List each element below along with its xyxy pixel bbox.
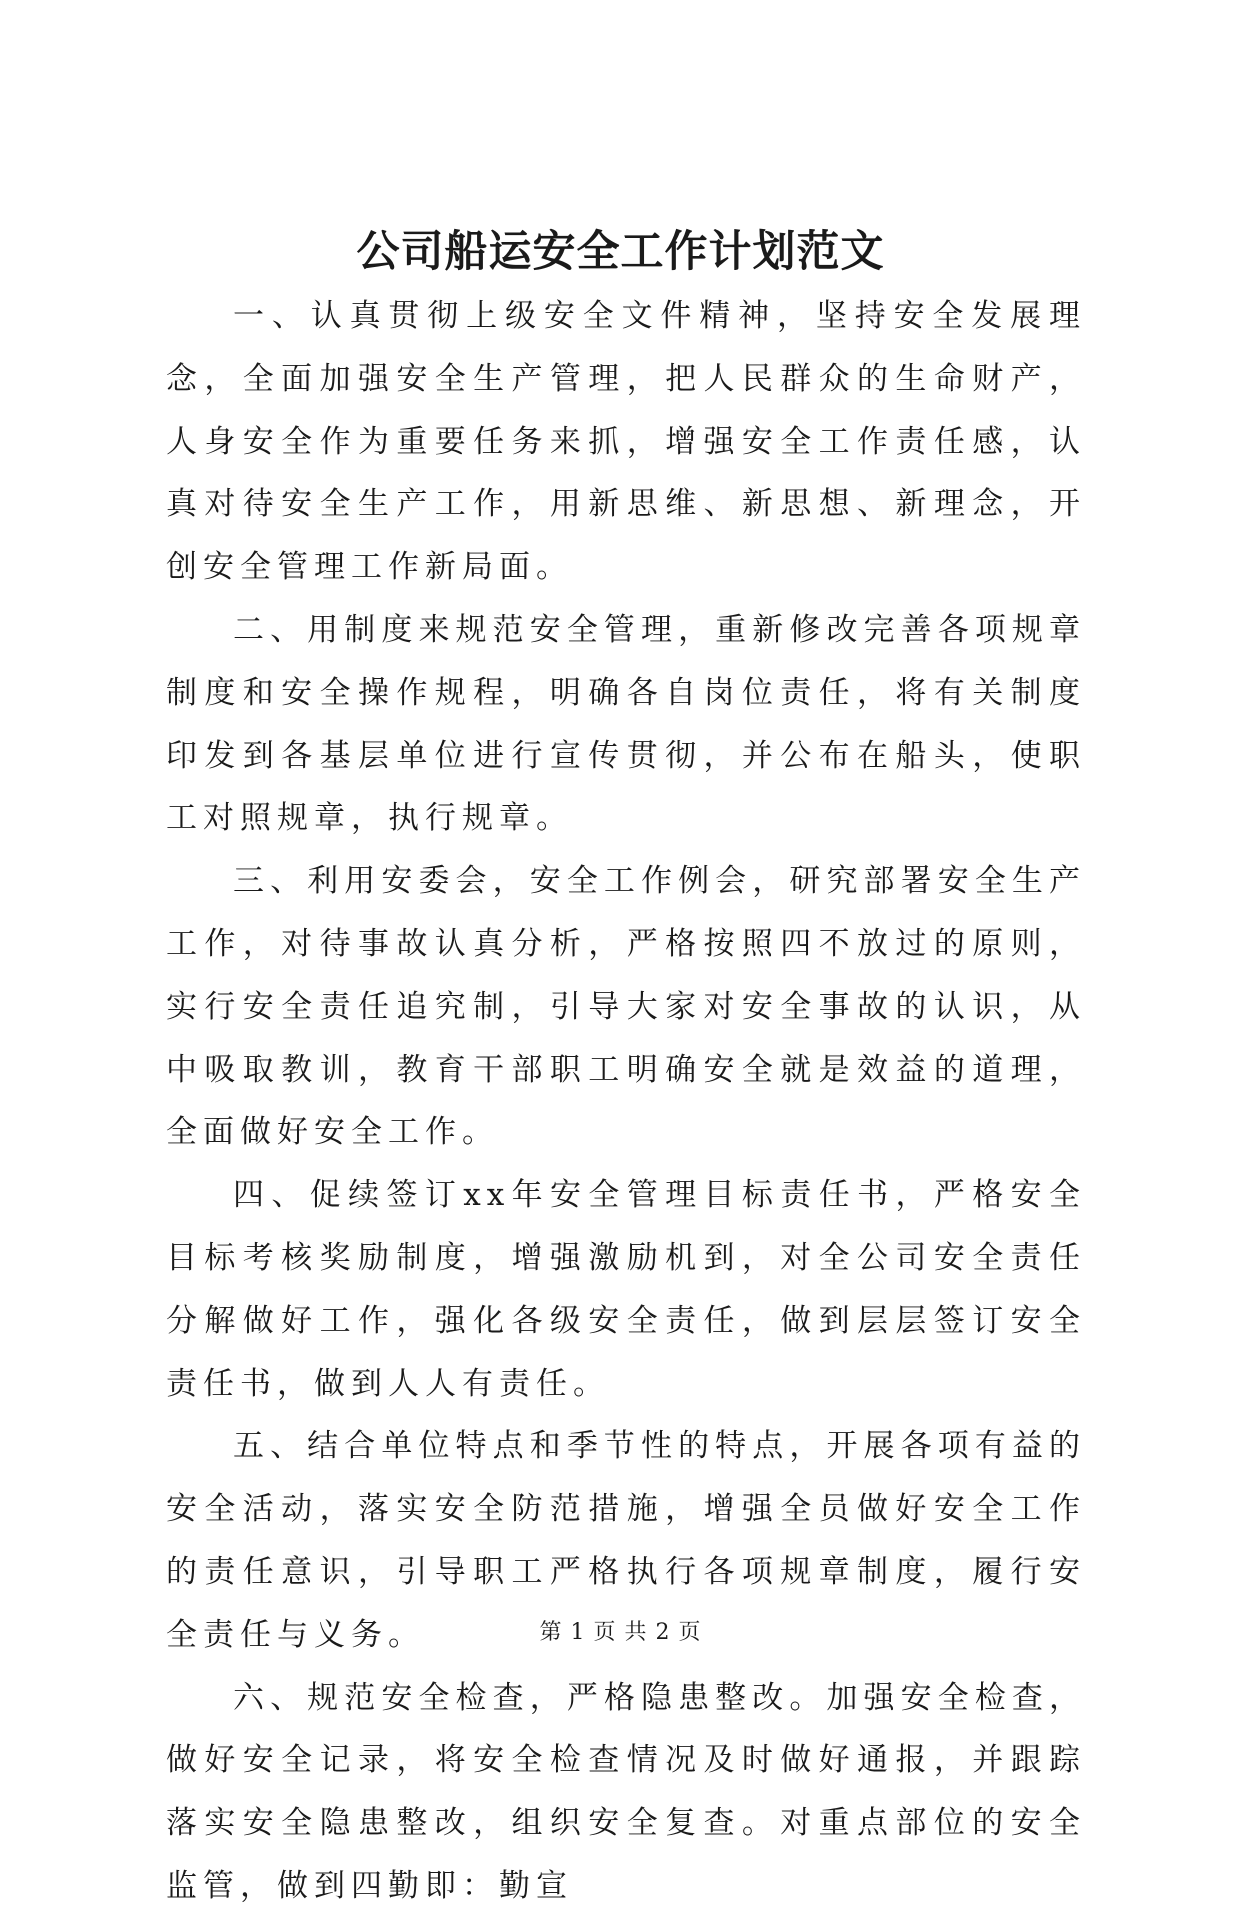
paragraph-6: 六、规范安全检查，严格隐患整改。加强安全检查，做好安全记录，将安全检查情况及时做好通报，并跟踪落实安全隐患整改，组织安全复查。对重点部位的安全监管，做到四勤即：勤宣 [166, 1679, 1086, 1904]
paragraph-5: 五、结合单位特点和季节性的特点，开展各项有益的安全活动，落实安全防范措施，增强全员做好安全工作的责任意识，引导职工严格执行各项规章制度，履行安全责任与义务。 [166, 1428, 1086, 1653]
paragraph-2: 二、用制度来规范安全管理，重新修改完善各项规章制度和安全操作规程，明确各自岗位责任，将有关制度印发到各基层单位进行宣传贯彻，并公布在船头，使职工对照规章，执行规章。 [166, 611, 1086, 837]
paragraph-3: 三、利用安委会，安全工作例会，研究部署安全生产工作，对待事故认真分析，严格按照四不放过的原则，实行安全责任追究制，引导大家对安全事故的认识，从中吸取教训，教育干部职工明确安全就是效益的道理，全面做好安全工作。 [166, 863, 1086, 1151]
page-number-footer: 第 1 页 共 2 页 [539, 1620, 702, 1645]
paragraph-1: 一、认真贯彻上级安全文件精神，坚持安全发展理念，全面加强安全生产管理，把人民群众的生命财产，人身安全作为重要任务来抓，增强安全工作责任感，认真对待安全生产工作，用新思维、新思想、新理念，开创安全管理工作新局面。 [166, 298, 1086, 586]
document-body [166, 285, 1086, 1918]
document-title: 公司船运安全工作计划范文 [356, 227, 885, 277]
paragraph-4: 四、促续签订xx年安全管理目标责任书，严格安全目标考核奖励制度，增强激励机到，对全公司安全责任分解做好工作，强化各级安全责任，做到层层签订安全责任书，做到人人有责任。 [166, 1177, 1086, 1402]
